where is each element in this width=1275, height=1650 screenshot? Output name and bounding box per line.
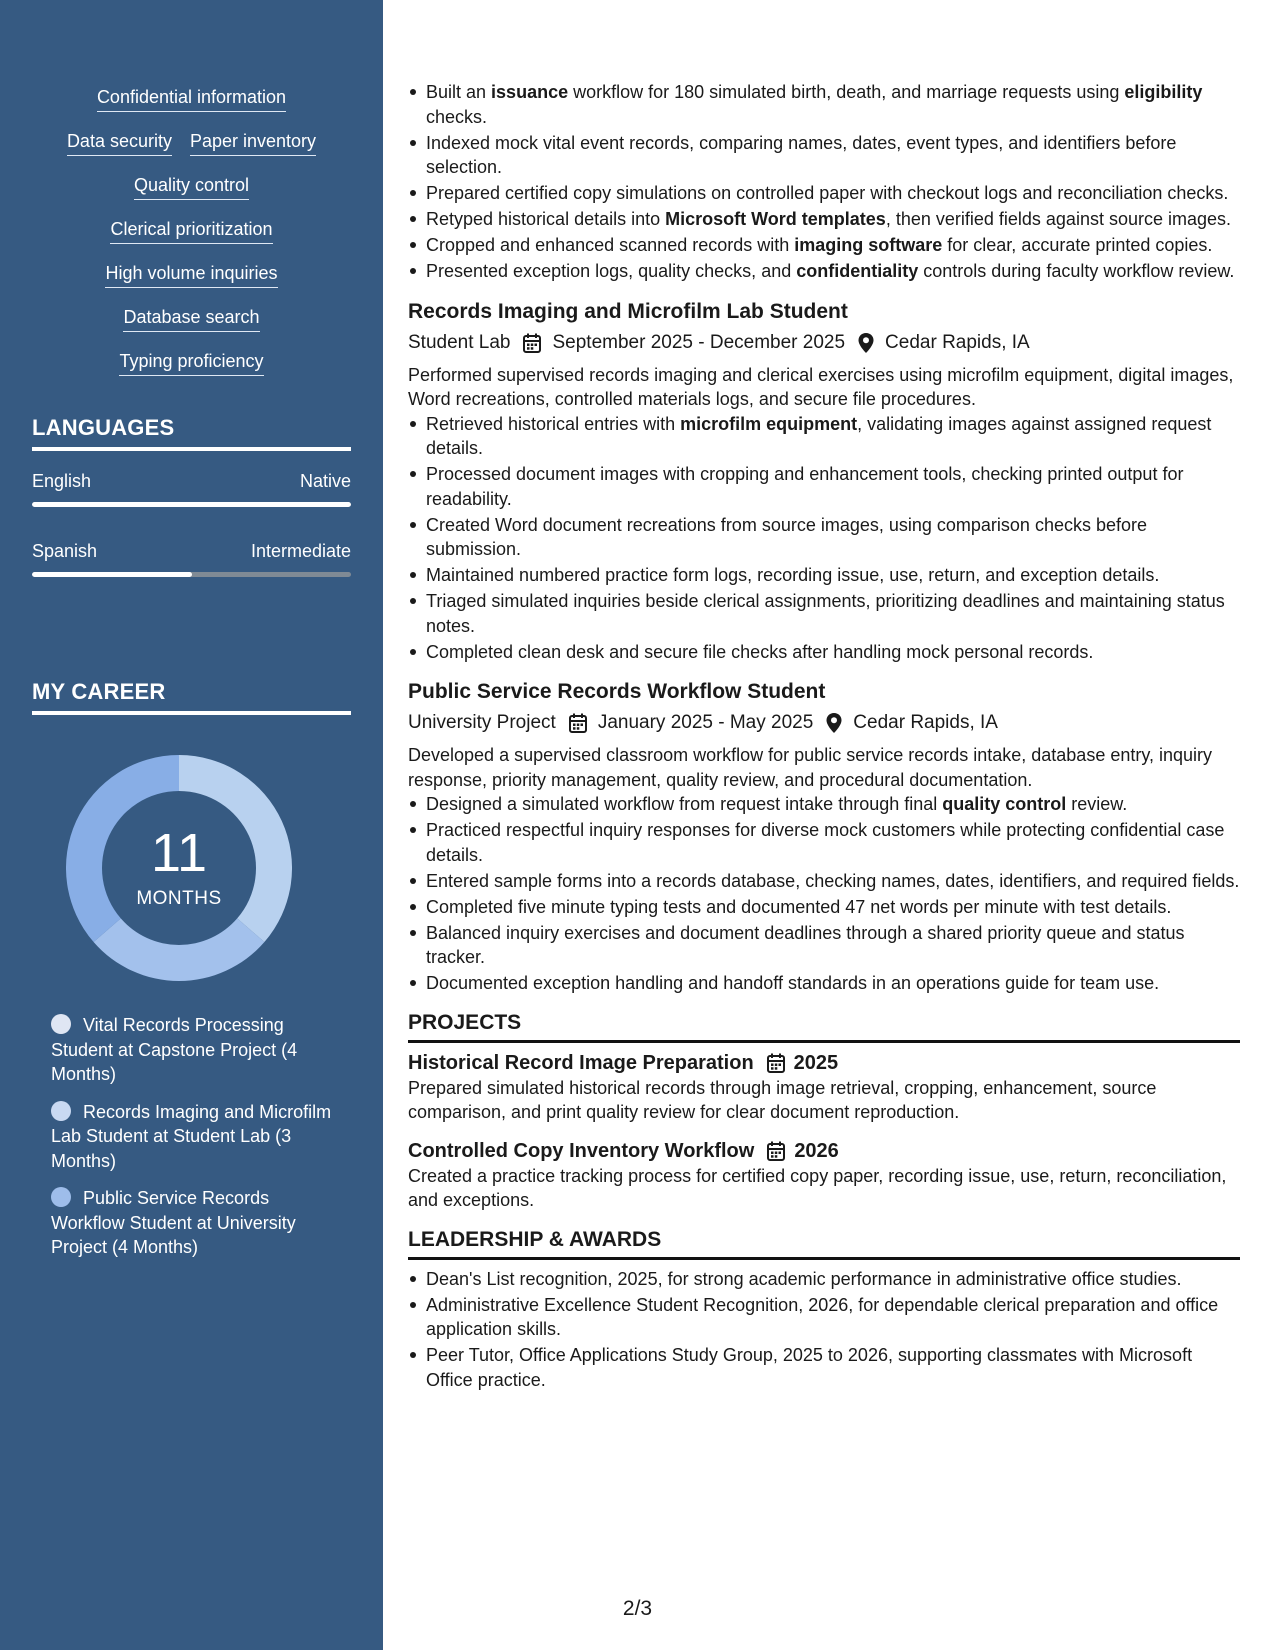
bullet-item	[408, 412, 1240, 461]
bullet-item	[408, 462, 1240, 511]
skill-tag[interactable]: Data security	[67, 130, 172, 156]
resume-main	[408, 80, 1240, 1394]
text-segment: Triaged simulated inquiries beside clerical assignments, prioritizing deadlines and maintaining status notes.	[426, 591, 1225, 636]
career-donut-chart	[66, 755, 292, 981]
career-legend-item	[51, 1186, 341, 1260]
job-meta	[408, 328, 1240, 358]
bullet-item	[408, 921, 1240, 970]
skill-row	[0, 218, 383, 244]
job-description: Performed supervised records imaging and clerical exercises using microfilm equipment, digital images, Word recreations, controlled materials logs, and secure file procedures.	[408, 364, 1234, 409]
text-segment: Designed a simulated workflow from request intake through final	[426, 794, 943, 814]
text-segment: Entered sample forms into a records database, checking names, dates, identifiers, and required fields.	[426, 870, 1240, 891]
career-legend-text: Records Imaging and Microfilm Lab Student at Student Lab (3 Months)	[51, 1101, 332, 1171]
bullet-item	[408, 513, 1240, 562]
text-segment: Completed five minute typing tests and documented 47 net words per minute with test details.	[426, 896, 1172, 917]
skill-tag[interactable]: Typing proficiency	[119, 350, 263, 376]
languages-heading: LANGUAGES	[32, 415, 351, 451]
project-description: Created a practice tracking process for certified copy paper, recording issue, use, return, reconciliation, and exceptions.	[408, 1165, 1227, 1210]
location-pin-icon	[825, 712, 843, 734]
bullet-item	[408, 131, 1240, 180]
language-proficiency-fill	[32, 572, 192, 577]
skill-tag[interactable]: Confidential information	[97, 86, 286, 112]
page-number-text: 2/3	[622, 1597, 653, 1620]
award-item: Dean's List recognition, 2025, for strong academic performance in administrative office studies.	[408, 1267, 1240, 1292]
experience-entry	[408, 678, 1240, 996]
bullet-item	[408, 80, 1240, 129]
text-segment: review.	[1066, 794, 1128, 814]
project-entry	[408, 1138, 1240, 1213]
project-title-row	[408, 1138, 1240, 1164]
skill-row	[0, 86, 383, 112]
career-total-unit: MONTHS	[136, 888, 222, 909]
page-number	[0, 1597, 1275, 1621]
job-bullet-list	[408, 412, 1240, 665]
text-segment: , then verified fields against source images.	[885, 209, 1232, 229]
bold-keyword: microfilm equipment	[680, 413, 858, 434]
text-segment: Retyped historical details into	[426, 209, 666, 229]
projects-list	[408, 1050, 1240, 1213]
bullet-item	[408, 259, 1240, 284]
calendar-icon	[766, 1140, 786, 1162]
language-proficiency-bar	[32, 502, 351, 507]
project-year: 2025	[793, 1051, 839, 1074]
bullet-item	[408, 792, 1240, 817]
calendar-icon	[568, 712, 588, 734]
text-segment: Maintained numbered practice form logs, recording issue, use, return, and exception details.	[426, 565, 1160, 585]
calendar-icon	[522, 332, 542, 354]
career-legend-text: Public Service Records Workflow Student at University Project (4 Months)	[51, 1188, 296, 1257]
bullet-item	[408, 181, 1240, 206]
project-title-row	[408, 1050, 1240, 1076]
skill-row	[0, 350, 383, 376]
skill-row	[0, 262, 383, 288]
job-organization: University Project	[408, 712, 556, 733]
job-organization: Student Lab	[408, 331, 511, 353]
bullet-item	[408, 818, 1240, 867]
bullet-item	[408, 563, 1240, 588]
bullet-item	[408, 971, 1240, 996]
text-segment: Retrieved historical entries with	[426, 413, 681, 434]
career-legend-item	[51, 1100, 341, 1174]
career-total-number: 11	[150, 823, 208, 883]
award-item: Administrative Excellence Student Recognition, 2026, for dependable clerical preparation and office application skills.	[408, 1293, 1240, 1342]
language-level: Native	[299, 471, 351, 491]
job-location: Cedar Rapids, IA	[885, 331, 1030, 353]
job-description: Developed a supervised classroom workflow for public service records intake, database entry, inquiry response, priority management, quality review, and procedural documentation.	[408, 745, 1213, 790]
career-legend-text: Vital Records Processing Student at Capstone Project (4 Months)	[51, 1015, 298, 1084]
bold-keyword: eligibility	[1124, 82, 1203, 102]
skill-tag[interactable]: Clerical prioritization	[110, 218, 272, 244]
language-proficiency-fill	[32, 502, 351, 507]
project-title: Historical Record Image Preparation	[408, 1051, 754, 1074]
job-location: Cedar Rapids, IA	[853, 712, 998, 733]
skills-list	[0, 86, 383, 394]
experience-list	[408, 298, 1240, 996]
awards-heading: LEADERSHIP & AWARDS	[408, 1226, 1240, 1260]
text-segment: Balanced inquiry exercises and document deadlines through a shared priority queue and status tracker.	[426, 922, 1185, 967]
bullet-item	[408, 640, 1240, 665]
text-segment: workflow for 180 simulated birth, death, and marriage requests using	[568, 82, 1125, 102]
career-legend	[51, 1013, 341, 1273]
skill-tag[interactable]: Database search	[123, 306, 259, 332]
skill-tag[interactable]: Quality control	[134, 174, 249, 200]
job-bullet-list	[408, 792, 1240, 996]
project-title: Controlled Copy Inventory Workflow	[408, 1139, 755, 1162]
language-english	[32, 470, 351, 507]
text-segment: for clear, accurate printed copies.	[942, 235, 1213, 255]
job-meta	[408, 708, 1240, 738]
language-spanish	[32, 540, 351, 577]
text-segment: Presented exception logs, quality checks, and	[426, 261, 797, 281]
bold-keyword: imaging software	[794, 235, 943, 255]
bold-keyword: issuance	[491, 82, 569, 102]
text-segment: Indexed mock vital event records, comparing names, dates, event types, and identifiers before selection.	[426, 132, 1177, 177]
text-segment: , validating images against assigned request details.	[426, 413, 1212, 458]
skill-tag[interactable]: Paper inventory	[190, 130, 316, 156]
skill-tag[interactable]: High volume inquiries	[105, 262, 277, 288]
text-segment: Documented exception handling and handoff standards in an operations guide for team use.	[426, 973, 1160, 993]
skill-row	[0, 130, 383, 156]
bold-keyword: confidentiality	[796, 261, 919, 281]
bullet-item	[408, 207, 1240, 232]
text-segment: Practiced respectful inquiry responses for diverse mock customers while protecting confidential case details.	[426, 820, 1225, 865]
language-level: Intermediate	[250, 541, 351, 561]
bold-keyword: quality control	[942, 794, 1067, 814]
text-segment: Built an	[426, 82, 492, 102]
language-name: Spanish	[32, 541, 98, 561]
career-donut-segment-2	[94, 918, 265, 981]
job-dates: September 2025 - December 2025	[552, 331, 846, 353]
project-description: Prepared simulated historical records through image retrieval, cropping, enhancement, source comparison, and print quality review for clear document reproduction.	[408, 1077, 1157, 1122]
career-heading: MY CAREER	[32, 679, 351, 715]
skill-row	[0, 174, 383, 200]
text-segment: Cropped and enhanced scanned records with	[426, 235, 795, 255]
text-segment: Created Word document recreations from source images, using comparison checks before submission.	[426, 514, 1148, 559]
skill-row	[0, 306, 383, 332]
sidebar	[0, 0, 383, 1650]
text-segment: Processed document images with cropping and enhancement tools, checking printed output for readability.	[426, 464, 1184, 509]
job-dates: January 2025 - May 2025	[597, 712, 814, 733]
award-item: Peer Tutor, Office Applications Study Group, 2025 to 2026, supporting classmates with Microsoft Office practice.	[408, 1343, 1240, 1392]
legend-dot-icon	[51, 1187, 71, 1207]
project-entry	[408, 1050, 1240, 1125]
location-pin-icon	[857, 332, 875, 354]
bullet-item	[408, 869, 1240, 894]
text-segment: controls during faculty workflow review.	[918, 261, 1235, 281]
legend-dot-icon	[51, 1101, 71, 1121]
text-segment: Prepared certified copy simulations on controlled paper with checkout logs and reconciliation checks.	[426, 183, 1229, 203]
job-title: Records Imaging and Microfilm Lab Student	[408, 299, 848, 323]
awards-list	[408, 1267, 1240, 1393]
legend-dot-icon	[51, 1014, 71, 1034]
projects-heading: PROJECTS	[408, 1009, 1240, 1043]
project-year: 2026	[794, 1139, 839, 1162]
job-title: Public Service Records Workflow Student	[408, 680, 826, 703]
bullet-item	[408, 589, 1240, 638]
bold-keyword: Microsoft Word templates	[665, 209, 886, 229]
calendar-icon	[766, 1052, 786, 1074]
intro-bullet-list	[408, 80, 1240, 284]
text-segment: checks.	[426, 106, 488, 127]
career-legend-item	[51, 1013, 341, 1087]
bullet-item	[408, 895, 1240, 920]
text-segment: Completed clean desk and secure file checks after handling mock personal records.	[426, 641, 1094, 662]
bullet-item	[408, 233, 1240, 258]
language-name: English	[32, 471, 92, 491]
experience-entry	[408, 298, 1240, 665]
language-proficiency-bar	[32, 572, 351, 577]
